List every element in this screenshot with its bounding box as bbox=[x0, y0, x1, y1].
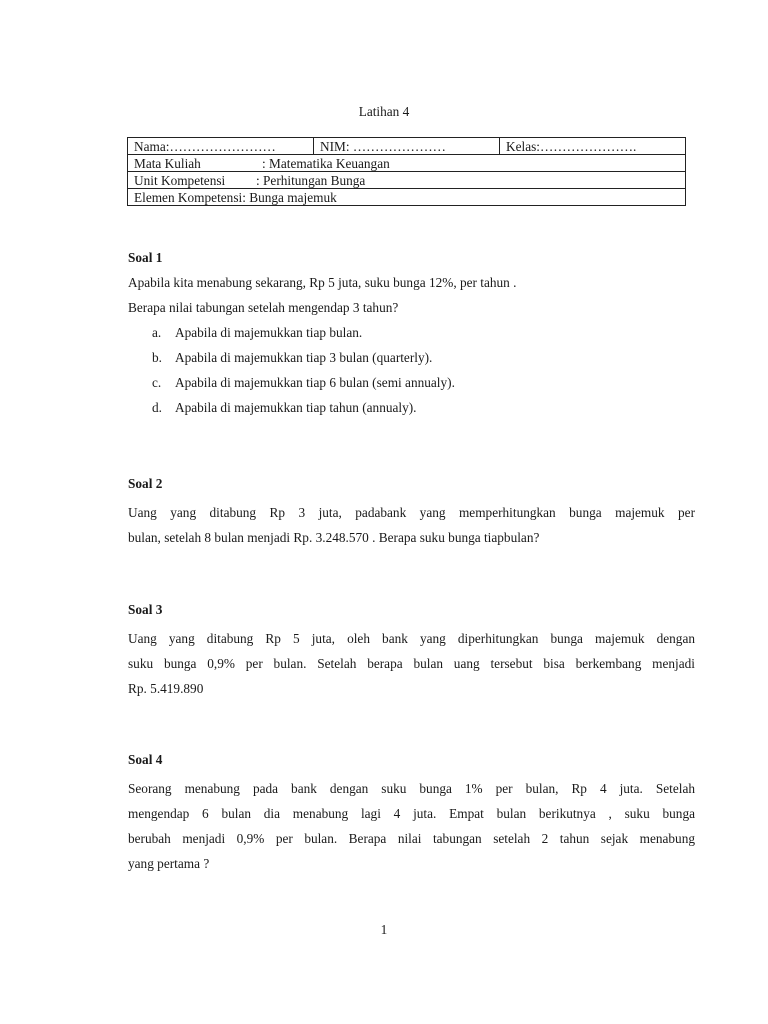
nim-field: NIM: ………………… bbox=[314, 138, 500, 155]
list-item bbox=[128, 370, 695, 395]
option-text: Apabila di majemukkan tiap bulan. bbox=[175, 325, 363, 340]
mata-kuliah-value: : Matematika Keuangan bbox=[262, 155, 390, 171]
option-letter: c. bbox=[152, 375, 162, 390]
elemen-kompetensi-row bbox=[128, 189, 686, 206]
page-number: 1 bbox=[380, 922, 388, 937]
soal-1-options bbox=[128, 320, 695, 420]
list-item bbox=[128, 345, 695, 370]
soal-3-heading: Soal 3 bbox=[128, 602, 163, 617]
mata-kuliah-row bbox=[128, 155, 686, 172]
option-letter: d. bbox=[152, 400, 162, 415]
soal-3-line-2: suku bunga 0,9% per bulan. Setelah berapa bulan uang tersebut bisa berkembang menjadi bbox=[128, 656, 695, 671]
soal-4-heading: Soal 4 bbox=[128, 752, 163, 767]
unit-kompetensi-label: Unit Kompetensi bbox=[134, 172, 226, 188]
option-letter: a. bbox=[152, 325, 162, 340]
soal-2-heading: Soal 2 bbox=[128, 476, 163, 491]
soal-2-line-1: Uang yang ditabung Rp 3 juta, padabank yang memperhitungkan bunga majemuk per bbox=[128, 505, 695, 520]
soal-4-line-1: Seorang menabung pada bank dengan suku bunga 1% per bulan, Rp 4 juta. Setelah bbox=[128, 781, 695, 796]
document-title: Latihan 4 bbox=[358, 104, 410, 119]
option-text: Apabila di majemukkan tiap tahun (annualy). bbox=[175, 400, 417, 415]
soal-1 bbox=[128, 250, 695, 420]
nama-field: Nama:…………………… bbox=[128, 138, 314, 155]
list-item bbox=[128, 320, 695, 345]
option-text: Apabila di majemukkan tiap 6 bulan (semi annualy). bbox=[175, 375, 455, 390]
soal-4 bbox=[128, 752, 695, 876]
soal-4-line-3: berubah menjadi 0,9% per bulan. Berapa nilai tabungan setelah 2 tahun sejak menabung bbox=[128, 831, 695, 846]
soal-2-line-2: bulan, setelah 8 bulan menjadi Rp. 3.248.570 . Berapa suku bunga tiapbulan? bbox=[128, 530, 540, 545]
elemen-kompetensi-value: Bunga majemuk bbox=[245, 189, 337, 205]
unit-kompetensi-row bbox=[128, 172, 686, 189]
soal-3-line-3: Rp. 5.419.890 bbox=[128, 681, 204, 696]
option-letter: b. bbox=[152, 350, 162, 365]
soal-1-heading: Soal 1 bbox=[128, 250, 163, 265]
soal-1-line-2: Berapa nilai tabungan setelah mengendap 3 tahun? bbox=[128, 300, 399, 315]
elemen-kompetensi-label: Elemen Kompetensi: bbox=[134, 189, 246, 205]
student-info-table bbox=[127, 137, 686, 206]
soal-3 bbox=[128, 602, 695, 701]
kelas-field: Kelas:…………………. bbox=[500, 138, 686, 155]
soal-2 bbox=[128, 476, 695, 550]
student-info-row bbox=[128, 138, 686, 155]
soal-4-line-2: mengendap 6 bulan dia menabung lagi 4 juta. Empat bulan berikutnya , suku bunga bbox=[128, 806, 695, 821]
list-item bbox=[128, 395, 695, 420]
soal-3-line-1: Uang yang ditabung Rp 5 juta, oleh bank yang diperhitungkan bunga majemuk dengan bbox=[128, 631, 695, 646]
unit-kompetensi-value: : Perhitungan Bunga bbox=[256, 172, 366, 188]
mata-kuliah-label: Mata Kuliah bbox=[134, 155, 201, 171]
soal-1-line-1: Apabila kita menabung sekarang, Rp 5 juta, suku bunga 12%, per tahun . bbox=[128, 275, 517, 290]
option-text: Apabila di majemukkan tiap 3 bulan (quarterly). bbox=[175, 350, 433, 365]
soal-4-line-4: yang pertama ? bbox=[128, 856, 210, 871]
